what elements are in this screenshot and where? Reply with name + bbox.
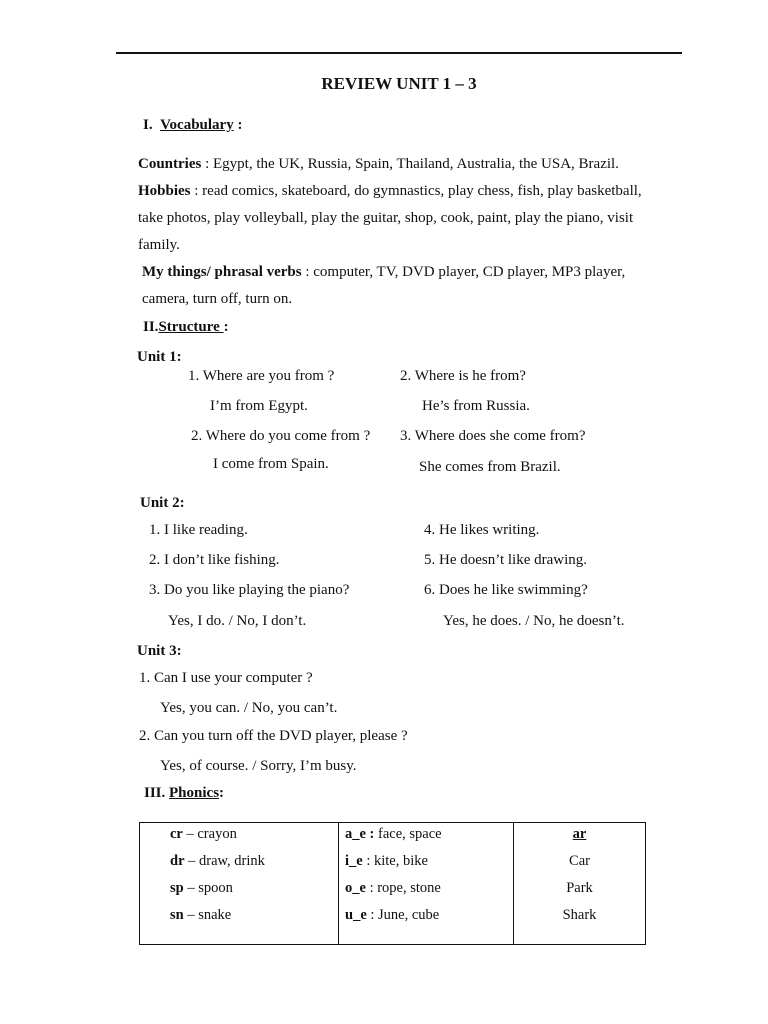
hobbies-line: Hobbies : read comics, skateboard, do gymnastics, play chess, fish, play basketball, take photos, play volleyball, play the guitar, shop, cook, paint, play the piano, visit family.	[138, 183, 642, 253]
phonics-ar-word: Park	[566, 880, 593, 896]
unit2-line-6: 6. Does he like swimming?	[424, 582, 588, 598]
phonics-table	[139, 822, 646, 945]
unit2-line-2: 2. I don’t like fishing.	[149, 552, 280, 568]
unit2-answer-6: Yes, he does. / No, he doesn’t.	[443, 613, 625, 629]
countries-line: Countries : Egypt, the UK, Russia, Spain, Thailand, Australia, the USA, Brazil.	[138, 156, 619, 172]
phonics-ar-word: Car	[569, 853, 590, 869]
unit3-question-1: 1. Can I use your computer ?	[139, 670, 313, 686]
phonics-ar-header: ar	[572, 826, 587, 842]
unit1-answer-4: She comes from Brazil.	[419, 459, 561, 475]
unit1-answer-2: He’s from Russia.	[422, 398, 530, 414]
structure-heading-text: Structure	[158, 319, 224, 335]
phonics-i_e: i_e : kite, bike	[345, 853, 428, 869]
unit1-label: Unit 1:	[137, 349, 182, 365]
phonics-dr: dr – draw, drink	[170, 853, 265, 869]
unit2-line-1: 1. I like reading.	[149, 522, 248, 538]
vocabulary-lists	[138, 151, 668, 313]
phonics-o_e: o_e : rope, stone	[345, 880, 441, 896]
unit3-question-2: 2. Can you turn off the DVD player, please ?	[139, 728, 408, 744]
unit3-answer-1: Yes, you can. / No, you can’t.	[160, 700, 338, 716]
phonics-heading: III. Phonics:	[144, 785, 225, 801]
vocabulary-heading: I. Vocabulary :	[143, 117, 243, 133]
structure-heading: II.Structure :	[143, 319, 229, 335]
things-line: My things/ phrasal verbs : computer, TV, DVD player, CD player, MP3 player, camera, turn off, turn on.	[142, 264, 626, 307]
phonics-ar-word: Shark	[562, 907, 597, 923]
unit1-answer-3: I come from Spain.	[213, 456, 329, 472]
phonics-sp: sp – spoon	[170, 880, 233, 896]
unit3-label: Unit 3:	[137, 643, 182, 659]
unit1-answer-1: I’m from Egypt.	[210, 398, 308, 414]
unit1-question-3: 2. Where do you come from ?	[191, 428, 371, 444]
phonics-column-1	[140, 823, 339, 945]
phonics-heading-text: Phonics	[169, 785, 220, 801]
unit2-label: Unit 2:	[140, 495, 185, 511]
phonics-column-2	[339, 823, 514, 945]
unit2-line-3: 3. Do you like playing the piano?	[149, 582, 350, 598]
unit1-question-4: 3. Where does she come from?	[400, 428, 586, 444]
unit2-line-5: 5. He doesn’t like drawing.	[424, 552, 588, 568]
unit1-question-2: 2. Where is he from?	[400, 368, 526, 384]
phonics-a_e: a_e : face, space	[345, 826, 442, 842]
unit2-answer-3: Yes, I do. / No, I don’t.	[168, 613, 307, 629]
unit2-line-4: 4. He likes writing.	[424, 522, 540, 538]
vocabulary-heading-text: Vocabulary	[160, 117, 234, 133]
phonics-u_e: u_e : June, cube	[345, 907, 440, 923]
phonics-sn: sn – snake	[170, 907, 232, 923]
phonics-cr: cr – crayon	[170, 826, 237, 842]
unit3-answer-2: Yes, of course. / Sorry, I’m busy.	[160, 758, 357, 774]
page-title: REVIEW UNIT 1 – 3	[321, 74, 477, 93]
top-rule	[116, 52, 682, 54]
unit1-question-1: 1. Where are you from ?	[188, 368, 335, 384]
phonics-column-3	[514, 823, 646, 945]
